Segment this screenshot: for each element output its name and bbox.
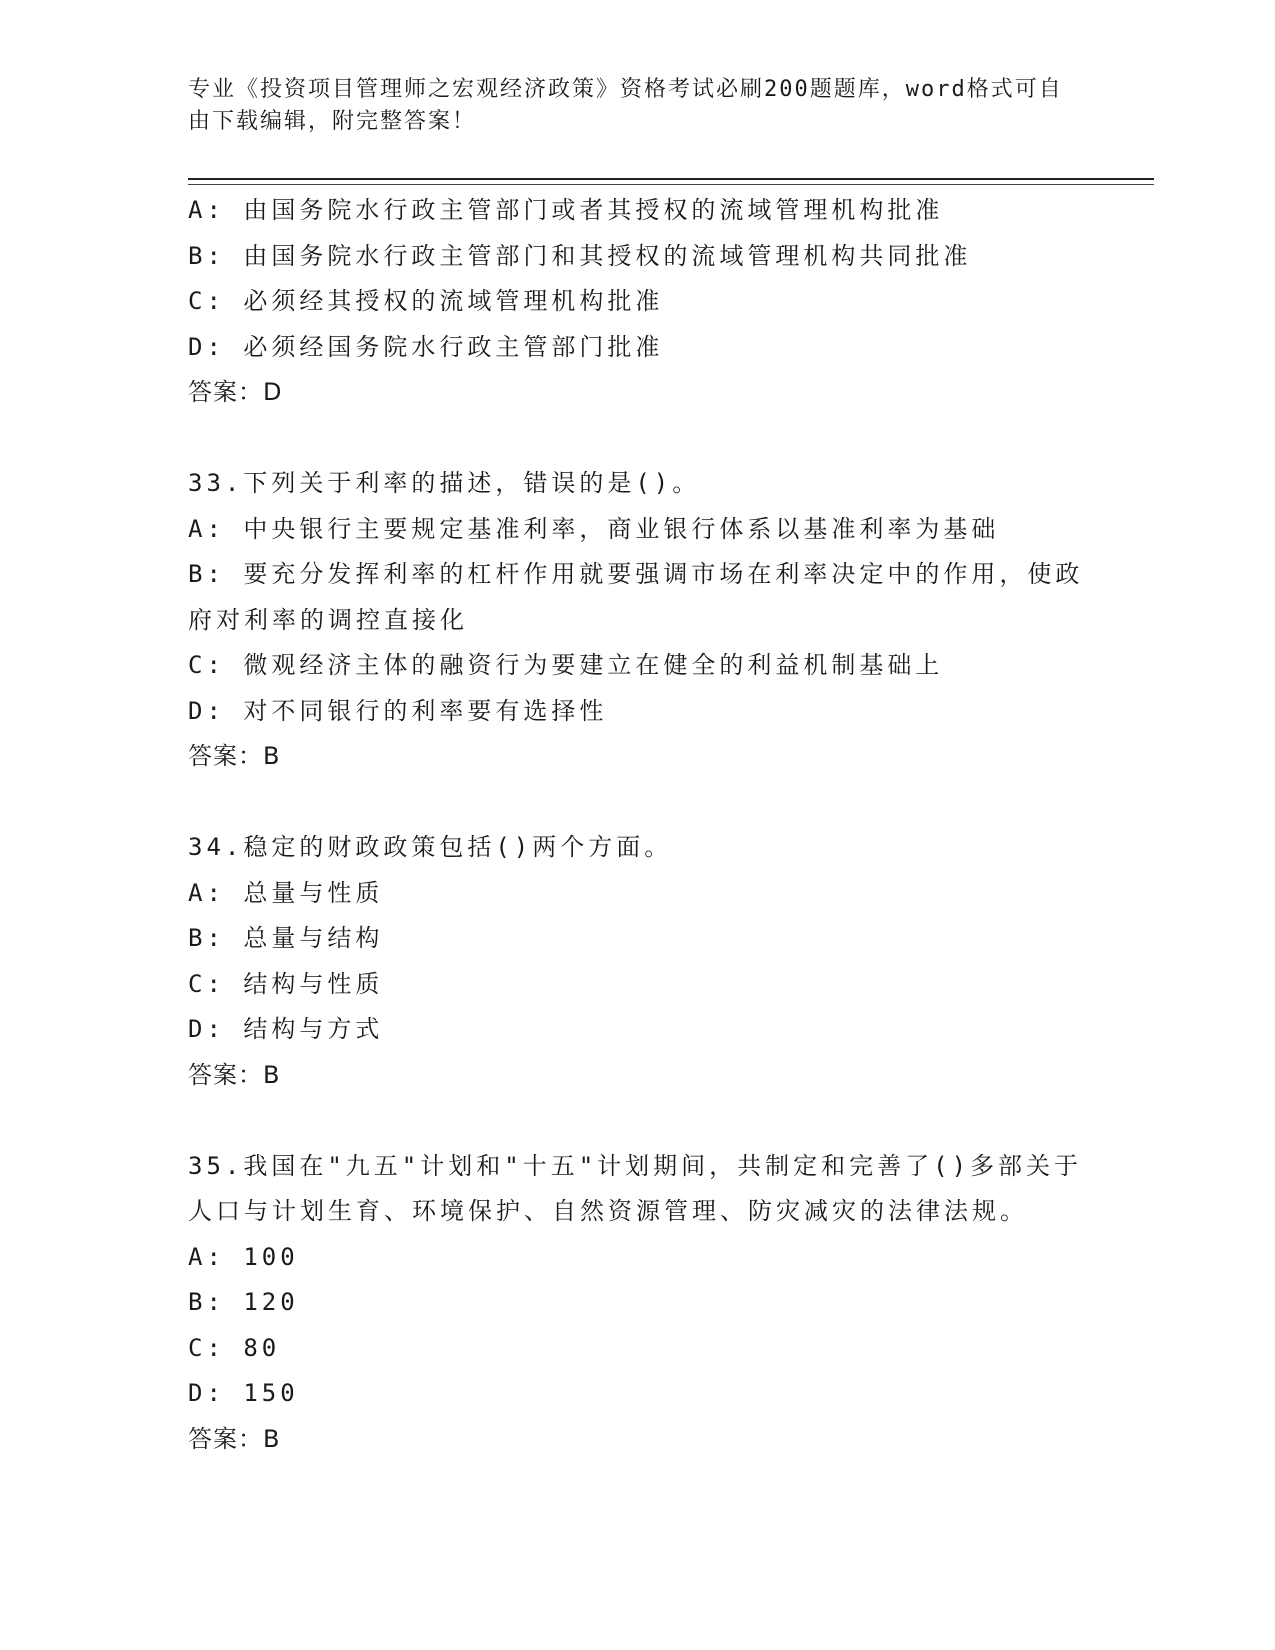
header-rule-thin	[188, 184, 1154, 185]
option-a: A: 中央银行主要规定基准利率，商业银行体系以基准利率为基础	[188, 514, 1000, 543]
option-b: B: 由国务院水行政主管部门和其授权的流域管理机构共同批准	[188, 241, 972, 270]
option-b: B: 要充分发挥利率的杠杆作用就要强调市场在利率决定中的作用，使政府对利率的调控直接化	[188, 560, 1084, 634]
question-gap	[188, 1098, 1088, 1144]
option-d: D: 150	[188, 1379, 299, 1407]
question-stem: 34.稳定的财政政策包括()两个方面。	[188, 833, 673, 861]
question-stem: 35.我国在"九五"计划和"十五"计划期间，共制定和完善了()多部关于人口与计划生育、环境保护、自然资源管理、防灾减灾的法律法规。	[188, 1151, 1083, 1225]
document-header: 专业《投资项目管理师之宏观经济政策》资格考试必刷200题题库，word格式可自由下载编辑，附完整答案！	[188, 77, 1063, 134]
option-c: C: 必须经其授权的流域管理机构批准	[188, 287, 664, 315]
question-35	[188, 1144, 1088, 1463]
question-gap	[188, 416, 1088, 462]
option-d: D: 结构与方式	[188, 1015, 384, 1043]
answer-line: 答案：B	[188, 1060, 281, 1089]
option-b: B: 120	[188, 1288, 299, 1316]
question-list	[188, 188, 1088, 1462]
question-stem: 33.下列关于利率的描述，错误的是()。	[188, 469, 701, 497]
answer-line: 答案：D	[188, 378, 283, 406]
option-a: A: 总量与性质	[188, 878, 384, 907]
question-34	[188, 825, 1088, 1098]
answer-line: 答案：B	[188, 742, 281, 770]
option-a: A: 由国务院水行政主管部门或者其授权的流域管理机构批准	[188, 196, 944, 224]
header-rule-thick	[188, 178, 1154, 180]
option-d: D: 必须经国务院水行政主管部门批准	[188, 332, 664, 361]
option-c: C: 微观经济主体的融资行为要建立在健全的利益机制基础上	[188, 651, 944, 679]
question-32	[188, 188, 1088, 416]
option-c: C: 80	[188, 1333, 281, 1362]
option-d: D: 对不同银行的利率要有选择性	[188, 696, 608, 725]
question-33	[188, 461, 1088, 780]
option-b: B: 总量与结构	[188, 924, 384, 952]
option-c: C: 结构与性质	[188, 969, 384, 998]
question-gap	[188, 780, 1088, 826]
answer-line: 答案：B	[188, 1424, 281, 1453]
option-a: A: 100	[188, 1242, 299, 1271]
